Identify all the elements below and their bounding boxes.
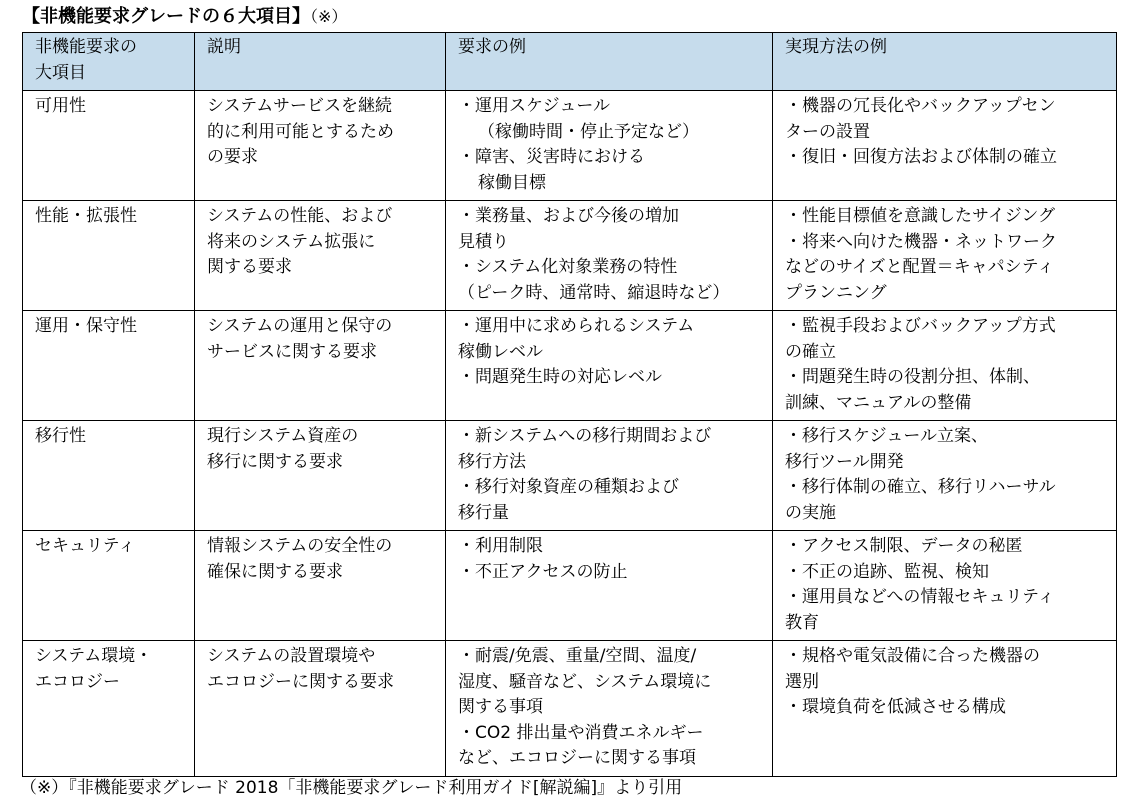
cell-line: 教育 — [785, 612, 819, 633]
cell-description — [195, 201, 446, 311]
cell-line: 現行システム資産の — [207, 426, 359, 446]
cell-line: 関する要求 — [207, 257, 292, 277]
table-row — [23, 311, 1117, 421]
cell-line: ・耐震/免震、重量/空間、温度/ — [458, 646, 697, 666]
cell-methods — [773, 311, 1117, 421]
header-requirements-line: 要求の例 — [458, 37, 526, 57]
cell-description — [195, 641, 446, 777]
cell-line: 確保に関する要求 — [207, 561, 343, 582]
cell-requirements — [446, 311, 773, 421]
cell-line: 移行に関する要求 — [207, 451, 343, 472]
cell-line: 稼働レベル — [458, 341, 543, 362]
cell-line: （稼働時間・停止予定など） — [478, 121, 699, 142]
cell-line: ・問題発生時の対応レベル — [458, 367, 662, 387]
header-description-line: 説明 — [207, 37, 241, 57]
cell-line: システムサービスを継続 — [207, 96, 392, 116]
table-row — [23, 641, 1117, 777]
cell-line: 情報システムの安全性の — [207, 536, 393, 556]
title-main: 【非機能要求グレードの６大項目】 — [22, 6, 310, 27]
cell-line: 関する事項 — [458, 697, 543, 717]
cell-line: 可用性 — [35, 96, 86, 116]
cell-line: などのサイズと配置＝キャパシティ — [785, 257, 1055, 277]
cell-item — [23, 201, 195, 311]
cell-line: ・不正の追跡、監視、検知 — [785, 561, 989, 582]
cell-line: （ピーク時、通常時、縮退時など） — [458, 282, 730, 303]
footnote: （※）『非機能要求グレード 2018「非機能要求グレード利用ガイド[解説編]』より引用 — [20, 777, 683, 798]
cell-description — [195, 421, 446, 531]
cell-line: ・規格や電気設備に合った機器の — [785, 646, 1040, 666]
cell-line: ・利用制限 — [458, 536, 543, 556]
cell-line: ・移行スケジュール立案、 — [785, 426, 988, 446]
cell-methods — [773, 531, 1117, 641]
cell-line: ・システム化対象業務の特性 — [458, 257, 678, 277]
cell-line: 移行量 — [458, 502, 509, 523]
cell-requirements — [446, 641, 773, 777]
cell-line: の要求 — [207, 147, 258, 167]
cell-requirements — [446, 91, 773, 201]
header-item-line: 非機能要求の — [35, 37, 137, 57]
cell-line: ・監視手段およびバックアップ方式 — [785, 316, 1056, 336]
cell-line: ・復旧・回復方法および体制の確立 — [785, 147, 1057, 167]
cell-line: ・業務量、および今後の増加 — [458, 206, 679, 226]
cell-line: 見積り — [458, 231, 509, 252]
cell-item — [23, 531, 195, 641]
cell-line: ・移行体制の確立、移行リハーサル — [785, 477, 1056, 497]
cell-line: ・運用スケジュール — [458, 96, 610, 116]
cell-line: 的に利用可能とするため — [207, 121, 394, 142]
cell-line: など、エコロジーに関する事項 — [458, 748, 696, 768]
cell-line: システムの設置環境や — [207, 646, 376, 666]
cell-line: ・障害、災害時における — [458, 147, 645, 167]
cell-line: エコロジーに関する要求 — [207, 671, 394, 692]
header-row — [23, 33, 1117, 91]
cell-line: 性能・拡張性 — [35, 206, 137, 226]
cell-line: プランニング — [785, 282, 887, 303]
cell-line: 将来のシステム拡張に — [207, 231, 376, 252]
header-methods-line: 実現方法の例 — [785, 37, 887, 57]
cell-line: 運用・保守性 — [35, 316, 137, 336]
page-title — [22, 4, 1117, 32]
cell-methods — [773, 201, 1117, 311]
cell-requirements — [446, 201, 773, 311]
cell-item — [23, 641, 195, 777]
cell-methods — [773, 641, 1117, 777]
title-note: （※） — [310, 7, 348, 26]
cell-requirements — [446, 421, 773, 531]
cell-line: ・将来へ向けた機器・ネットワーク — [785, 231, 1057, 252]
cell-line: システム環境・ — [35, 646, 153, 666]
table-row — [23, 201, 1117, 311]
cell-line: ・不正アクセスの防止 — [458, 561, 628, 582]
cell-description — [195, 311, 446, 421]
cell-line: ・環境負荷を低減させる構成 — [785, 697, 1006, 717]
header-item-line: 大項目 — [35, 62, 86, 83]
cell-line: セキュリティ — [35, 536, 136, 556]
cell-line: 移行ツール開発 — [785, 451, 904, 472]
header-description — [195, 33, 446, 91]
header-requirements — [446, 33, 773, 91]
cell-line: ・アクセス制限、データの秘匿 — [785, 536, 1023, 556]
cell-line: 移行性 — [35, 426, 86, 446]
table-row — [23, 531, 1117, 641]
cell-item — [23, 311, 195, 421]
cell-line: ・性能目標値を意識したサイジング — [785, 206, 1056, 226]
cell-line: の確立 — [785, 341, 836, 362]
cell-methods — [773, 91, 1117, 201]
table-row — [23, 91, 1117, 201]
cell-description — [195, 531, 446, 641]
cell-line: 選別 — [785, 671, 819, 692]
table-header — [23, 33, 1117, 91]
grade-table — [22, 32, 1117, 777]
cell-line: 移行方法 — [458, 451, 526, 472]
cell-line: システムの性能、および — [207, 206, 393, 226]
cell-line: ・新システムへの移行期間および — [458, 426, 712, 446]
cell-line: ・機器の冗長化やバックアップセン — [785, 96, 1056, 116]
cell-line: ・運用員などへの情報セキュリティ — [785, 587, 1055, 607]
table-row — [23, 421, 1117, 531]
cell-line: ・移行対象資産の種類および — [458, 477, 679, 497]
cell-line: サービスに関する要求 — [207, 341, 377, 362]
cell-line: システムの運用と保守の — [207, 316, 393, 336]
cell-line: ・運用中に求められるシステム — [458, 316, 695, 336]
header-item — [23, 33, 195, 91]
cell-line: ターの設置 — [785, 121, 870, 142]
cell-line: ・CO2 排出量や消費エネルギー — [458, 722, 704, 743]
cell-line: ・問題発生時の役割分担、体制、 — [785, 367, 1040, 387]
header-methods — [773, 33, 1117, 91]
cell-item — [23, 91, 195, 201]
table-body — [23, 91, 1117, 777]
cell-item — [23, 421, 195, 531]
cell-line: 訓練、マニュアルの整備 — [785, 392, 972, 413]
cell-requirements — [446, 531, 773, 641]
cell-description — [195, 91, 446, 201]
cell-line: エコロジー — [35, 671, 120, 692]
cell-methods — [773, 421, 1117, 531]
cell-line: 湿度、騒音など、システム環境に — [458, 671, 712, 692]
cell-line: 稼働目標 — [478, 172, 546, 193]
cell-line: の実施 — [785, 502, 836, 523]
